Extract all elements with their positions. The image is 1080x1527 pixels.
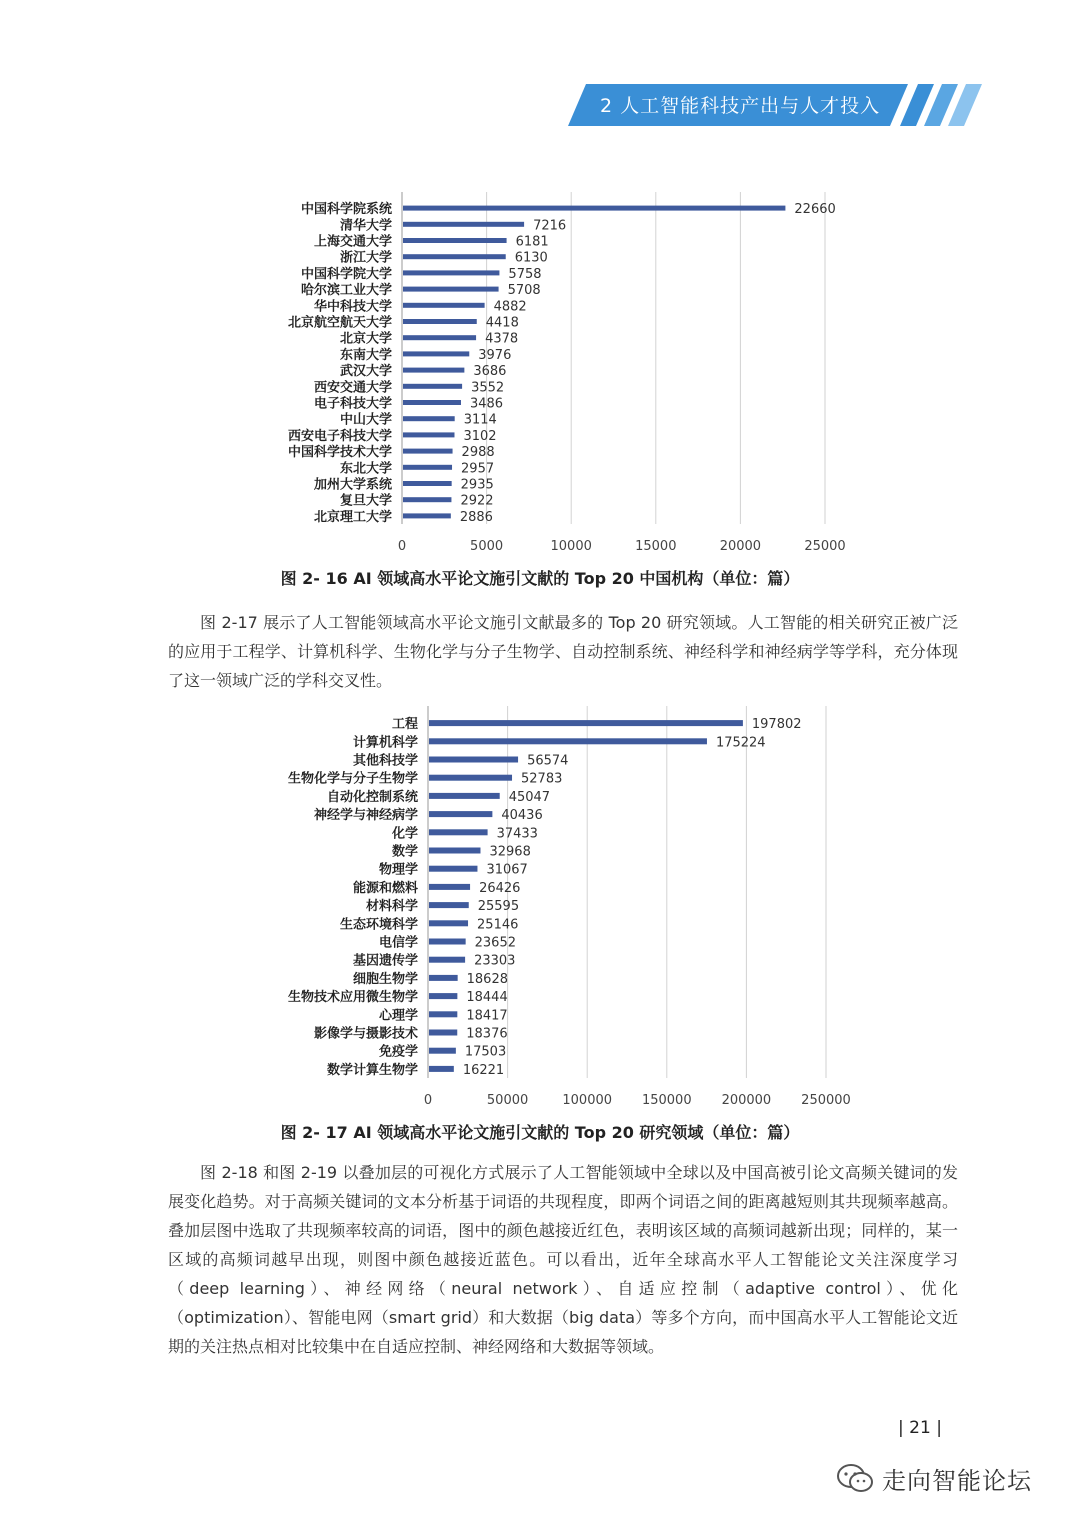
category-label: 生态环境科学 xyxy=(339,917,418,933)
value-label: 7216 xyxy=(533,218,567,234)
category-label: 北京大学 xyxy=(339,331,392,347)
category-label: 中国科学技术大学 xyxy=(287,445,392,461)
value-label: 45047 xyxy=(508,789,551,805)
bar xyxy=(403,270,499,275)
x-tick-label: 150000 xyxy=(641,1093,692,1108)
category-label: 东南大学 xyxy=(339,347,392,363)
value-label: 197802 xyxy=(751,717,802,733)
bar xyxy=(403,497,451,502)
bar xyxy=(403,303,485,308)
bar xyxy=(429,1011,457,1017)
x-tick-label: 15000 xyxy=(635,539,677,554)
bar xyxy=(403,351,469,356)
bar xyxy=(429,793,500,799)
category-label: 哈尔滨工业大学 xyxy=(300,283,392,299)
value-label: 3102 xyxy=(463,428,497,444)
bar xyxy=(429,993,457,999)
value-label: 18417 xyxy=(466,1008,508,1024)
value-label: 2988 xyxy=(461,445,495,461)
bar xyxy=(429,1066,454,1072)
watermark-text: 走向智能论坛 xyxy=(882,1466,1032,1495)
bar xyxy=(429,720,743,726)
bar xyxy=(403,319,477,324)
value-label: 2922 xyxy=(460,493,494,509)
category-label: 材料科学 xyxy=(365,899,418,915)
x-tick-label: 50000 xyxy=(486,1093,529,1108)
value-label: 4378 xyxy=(485,331,519,347)
value-label: 6130 xyxy=(514,250,548,266)
category-label: 华中科技大学 xyxy=(313,299,392,315)
watermark xyxy=(836,1458,1066,1498)
bar xyxy=(429,1048,456,1054)
bar xyxy=(403,254,506,259)
value-label: 5708 xyxy=(507,283,541,299)
category-label: 西安交通大学 xyxy=(313,380,392,396)
bar xyxy=(403,416,455,421)
value-label: 2886 xyxy=(459,509,493,525)
bar xyxy=(429,866,477,872)
value-label: 2957 xyxy=(461,461,495,477)
category-label: 计算机科学 xyxy=(352,735,418,751)
value-label: 32968 xyxy=(489,844,531,860)
value-label: 52783 xyxy=(521,771,563,787)
bar xyxy=(429,848,480,854)
bar xyxy=(403,287,499,292)
value-label: 37433 xyxy=(496,826,538,842)
bar xyxy=(403,238,507,243)
category-label: 影像学与摄影技术 xyxy=(313,1026,418,1042)
figure-caption-2-16: 图 2- 16 AI 领域高水平论文施引文献的 Top 20 中国机构（单位：篇） xyxy=(280,569,800,588)
value-label: 3976 xyxy=(478,347,512,363)
category-label: 上海交通大学 xyxy=(313,234,392,250)
bar xyxy=(403,465,452,470)
bar xyxy=(403,400,461,405)
value-label: 3114 xyxy=(463,412,497,428)
value-label: 40436 xyxy=(501,808,543,824)
category-label: 北京理工大学 xyxy=(313,509,392,525)
category-label: 自动化控制系统 xyxy=(326,789,418,805)
category-label: 中山大学 xyxy=(339,412,392,428)
value-label: 56574 xyxy=(527,753,569,769)
value-label: 22660 xyxy=(794,202,836,218)
bar xyxy=(429,957,465,963)
category-label: 工程 xyxy=(391,717,418,733)
bar xyxy=(429,829,488,835)
category-label: 基因遗传学 xyxy=(352,953,418,969)
category-label: 生物化学与分子生物学 xyxy=(287,771,418,787)
paragraph-overlay-keywords: 图 2-18 和图 2-19 以叠加层的可视化方式展示了人工智能领域中全球以及中国高被引论文高频关键词的发展变化趋势。对于高频关键词的文本分析基于词语的共现程度，即两个词语之间的距离越短则其共现频率越高。叠加层图中选取了共现频率较高的词语，图中的颜色越接近红色，表明该区域的高频词越新出现；同样的，某一区域的高频词越早出现，则图中颜色越接近蓝色。可以看出，近年全球高水平人工智能论文关注深度学习（deep learning）、神经网络（neural network）、自适应控制（adaptive control）、优化（optimization）、智能电网（smart grid）和大数据（big data）等多个方向，而中国高水平人工智能论文近期的关注热点相对比较集中在自适应控制、神经网络和大数据等领域。 xyxy=(168,1163,958,1356)
category-label: 免疫学 xyxy=(378,1044,418,1060)
bar xyxy=(403,335,476,340)
value-label: 3486 xyxy=(469,396,504,412)
bar xyxy=(403,368,464,373)
bar xyxy=(429,811,492,817)
value-label: 5758 xyxy=(508,266,542,282)
value-label: 23652 xyxy=(474,935,517,951)
bar xyxy=(429,738,707,744)
category-label: 西安电子科技大学 xyxy=(287,428,392,444)
category-label: 其他科技学 xyxy=(352,753,418,769)
value-label: 25595 xyxy=(477,899,520,915)
x-tick-label: 0 xyxy=(423,1093,433,1108)
bar xyxy=(403,384,462,389)
value-label: 18444 xyxy=(466,990,508,1006)
category-label: 复旦大学 xyxy=(339,493,392,509)
bar xyxy=(429,975,458,981)
category-label: 武汉大学 xyxy=(339,364,392,380)
bar xyxy=(403,432,454,437)
value-label: 4882 xyxy=(493,299,527,315)
value-label: 25146 xyxy=(477,917,519,933)
value-label: 4418 xyxy=(485,315,519,331)
bar xyxy=(429,920,468,926)
x-tick-label: 200000 xyxy=(721,1093,772,1108)
value-label: 31067 xyxy=(486,862,528,878)
x-tick-label: 10000 xyxy=(550,539,592,554)
category-label: 清华大学 xyxy=(339,218,392,234)
category-label: 北京航空航天大学 xyxy=(287,315,392,331)
x-tick-label: 100000 xyxy=(562,1093,613,1108)
value-label: 23303 xyxy=(474,953,516,969)
category-label: 东北大学 xyxy=(339,461,392,477)
bar xyxy=(429,775,512,781)
x-tick-label: 0 xyxy=(397,539,407,554)
category-label: 电信学 xyxy=(378,935,418,951)
bar xyxy=(403,222,524,227)
bar xyxy=(403,513,451,518)
value-label: 6181 xyxy=(515,234,549,250)
x-tick-label: 5000 xyxy=(470,539,504,554)
x-tick-label: 250000 xyxy=(801,1093,851,1108)
bar xyxy=(429,939,466,945)
category-label: 加州大学系统 xyxy=(313,477,392,493)
x-tick-label: 25000 xyxy=(804,539,846,554)
wechat-icon xyxy=(836,1462,874,1494)
value-label: 26426 xyxy=(479,880,521,896)
value-label: 3552 xyxy=(471,380,505,396)
bar xyxy=(429,1030,457,1036)
category-label: 物理学 xyxy=(378,862,418,878)
figure-caption-2-17: 图 2- 17 AI 领域高水平论文施引文献的 Top 20 研究领域（单位：篇） xyxy=(280,1123,800,1142)
section-title: 2 人工智能科技产出与人才投入 xyxy=(600,95,881,117)
x-tick-label: 20000 xyxy=(719,539,762,554)
chart-top20-research-fields xyxy=(0,700,1080,1120)
category-label: 神经学与神经病学 xyxy=(313,808,418,824)
paragraph-intro-2-17: 图 2-17 展示了人工智能领域高水平论文施引文献最多的 Top 20 研究领域。人工智能的相关研究正被广泛的应用于工程学、计算机科学、生物化学与分子生物学、自动控制系统、神经科学和神经病学等学科，充分体现了这一领域广泛的学科交叉性。 xyxy=(168,613,958,690)
bar xyxy=(403,449,453,454)
value-label: 17503 xyxy=(464,1044,507,1060)
value-label: 2935 xyxy=(460,477,494,493)
category-label: 细胞生物学 xyxy=(352,971,418,987)
value-label: 175224 xyxy=(715,735,766,751)
value-label: 18376 xyxy=(466,1026,508,1042)
category-label: 生物技术应用微生物学 xyxy=(287,990,418,1006)
category-label: 中国科学院系统 xyxy=(300,202,392,218)
category-label: 数学 xyxy=(391,844,418,860)
category-label: 中国科学院大学 xyxy=(300,266,392,282)
category-label: 心理学 xyxy=(378,1008,418,1024)
category-label: 电子科技大学 xyxy=(313,396,392,412)
value-label: 3686 xyxy=(473,364,507,380)
category-label: 浙江大学 xyxy=(339,250,392,266)
value-label: 16221 xyxy=(462,1062,505,1078)
category-label: 数学计算生物学 xyxy=(326,1062,418,1078)
bar xyxy=(429,902,469,908)
bar xyxy=(429,757,518,763)
page-number: | 21 | xyxy=(898,1418,942,1438)
category-label: 能源和燃料 xyxy=(352,880,418,896)
bar xyxy=(403,206,785,211)
category-label: 化学 xyxy=(391,826,418,842)
bar xyxy=(403,481,452,486)
bar xyxy=(429,884,470,890)
value-label: 18628 xyxy=(466,971,509,987)
